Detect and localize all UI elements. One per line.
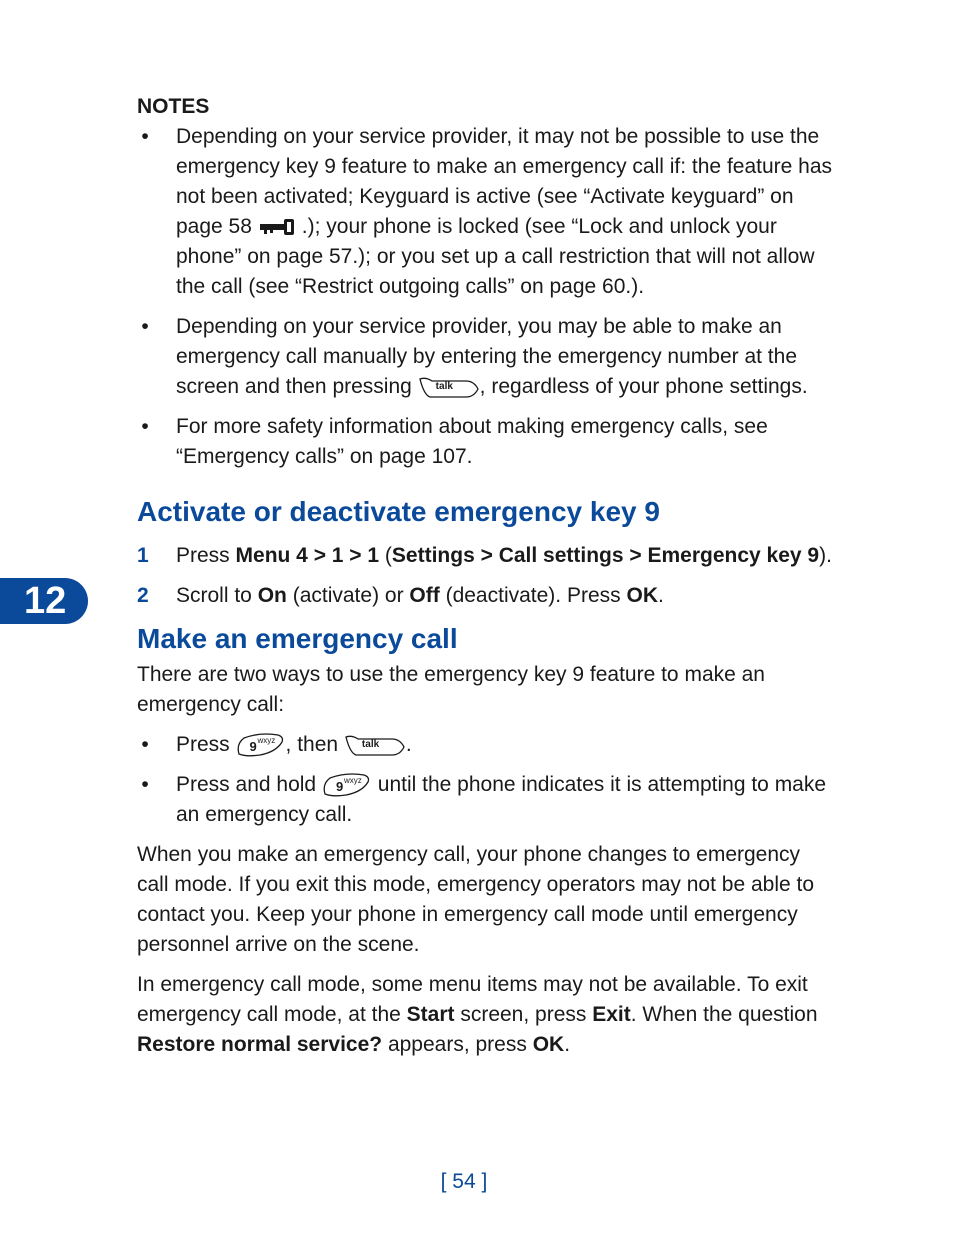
activate-section-title: Activate or deactivate emergency key 9 bbox=[137, 496, 660, 527]
ok-softkey: OK bbox=[532, 1033, 565, 1056]
method-text: . bbox=[405, 733, 412, 756]
ok-softkey: OK bbox=[626, 584, 658, 607]
notes-item-text: .); your phone is locked (see “Lock and unlock your phone” on page 57.); or you set up a call restriction that will not allow the call (see “Restrict outgoing calls” on page 60.). bbox=[176, 215, 815, 298]
step-number: 2 bbox=[137, 584, 149, 607]
para-text: In emergency call mode, some menu items may not be available. To exit emergency call mode, at the bbox=[137, 973, 808, 1026]
step-text: (deactivate). Press bbox=[439, 584, 627, 607]
talk-key-icon bbox=[418, 375, 480, 399]
key-9-digit: 9 bbox=[249, 739, 257, 755]
off-option: Off bbox=[409, 584, 440, 607]
key-9-letters: wxyz bbox=[257, 736, 276, 746]
exit-mode-paragraph bbox=[137, 970, 837, 1060]
notes-item-text: Depending on your service provider, you may be able to make an emergency call manually by entering the emergency number at the screen and then pressing bbox=[176, 315, 797, 398]
method-text: Press and hold bbox=[176, 773, 317, 796]
step-text: . bbox=[657, 584, 664, 607]
notes-item-text: For more safety information about making emergency calls, see “Emergency calls” on page 107. bbox=[176, 415, 768, 468]
method-item bbox=[137, 730, 837, 760]
step-text: Scroll to bbox=[176, 584, 258, 607]
para-text: appears, press bbox=[382, 1033, 533, 1056]
method-text: until the phone indicates it is attempting to make an emergency call. bbox=[176, 773, 827, 826]
bullet-dot: • bbox=[141, 733, 149, 756]
bullet-dot: • bbox=[141, 773, 149, 796]
step-text: ( bbox=[379, 544, 392, 567]
step-text: ). bbox=[819, 544, 832, 567]
notes-item-text: Depending on your service provider, it may not be possible to use the emergency key 9 feature to make an emergency call if: the feature has not been activated; Keyguard is active (see “Activate keyguard” on page 58 bbox=[176, 125, 833, 238]
key-9-digit: 9 bbox=[335, 779, 344, 795]
key-9-icon bbox=[236, 732, 286, 758]
step-number: 1 bbox=[137, 544, 149, 567]
keyguard-key-icon bbox=[258, 216, 302, 238]
talk-key-label: talk bbox=[361, 739, 380, 751]
settings-path: Settings > Call settings > Emergency key 9 bbox=[391, 544, 820, 567]
notes-heading: NOTES bbox=[137, 95, 210, 118]
chapter-number: 12 bbox=[24, 580, 67, 622]
para-text: . bbox=[564, 1033, 571, 1056]
on-option: On bbox=[257, 584, 287, 607]
make-call-intro: There are two ways to use the emergency key 9 feature to make an emergency call: bbox=[137, 663, 765, 716]
emergency-mode-paragraph: When you make an emergency call, your phone changes to emergency call mode. If you exit this mode, emergency operators may not be able to contact you. Keep your phone in emergency call mode until emergency personnel arrive on the scene. bbox=[137, 843, 815, 956]
method-text: Press bbox=[176, 733, 230, 756]
notes-item bbox=[137, 122, 837, 302]
step-text: (activate) or bbox=[286, 584, 410, 607]
make-call-section-title: Make an emergency call bbox=[137, 623, 458, 654]
talk-key-label: talk bbox=[435, 381, 453, 393]
chapter-tab bbox=[0, 578, 88, 624]
page-content bbox=[137, 92, 837, 1070]
para-text: . When the question bbox=[630, 1003, 818, 1026]
notes-item bbox=[137, 312, 837, 402]
notes-item-text: , regardless of your phone settings. bbox=[479, 375, 808, 398]
menu-path: Menu 4 > 1 > 1 bbox=[235, 544, 380, 567]
para-text: screen, press bbox=[454, 1003, 593, 1026]
step-text: Press bbox=[176, 544, 236, 567]
key-9-letters: wxyz bbox=[343, 776, 362, 786]
bullet-dot: • bbox=[141, 125, 149, 148]
notes-item bbox=[137, 412, 837, 472]
talk-key-icon bbox=[344, 733, 406, 757]
page-number: [ 54 ] bbox=[440, 1170, 488, 1193]
bullet-dot: • bbox=[141, 315, 149, 338]
method-text: , then bbox=[285, 733, 339, 756]
activate-step bbox=[137, 581, 837, 611]
method-item bbox=[137, 770, 837, 830]
activate-step bbox=[137, 541, 837, 571]
restore-prompt: Restore normal service? bbox=[137, 1033, 383, 1056]
start-screen-label: Start bbox=[406, 1003, 455, 1026]
bullet-dot: • bbox=[141, 415, 149, 438]
exit-softkey: Exit bbox=[592, 1003, 631, 1026]
key-9-icon bbox=[322, 772, 372, 798]
